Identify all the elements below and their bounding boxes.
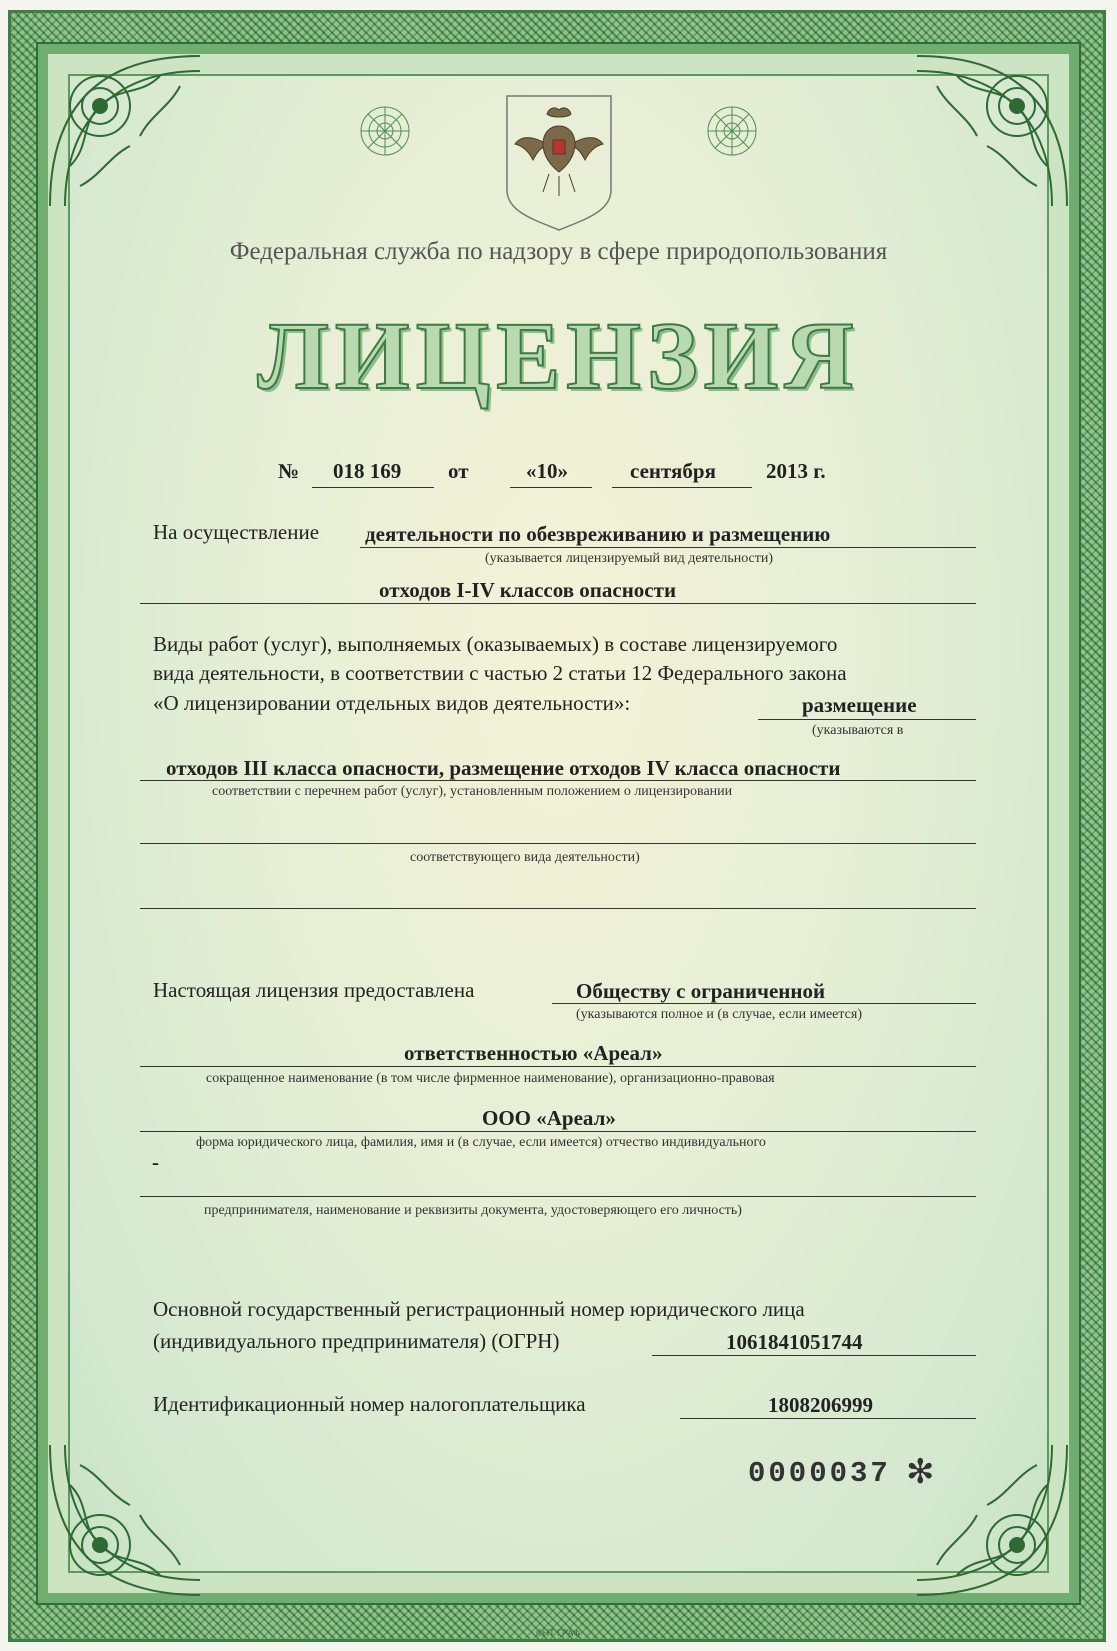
works-value-line1: размещение (802, 693, 917, 717)
works-hint-2: соответствии с перечнем работ (услуг), установленным положением о лицензировании (212, 784, 733, 799)
works-hint-1: (указываются в (812, 723, 904, 738)
inn-label: Идентификационный номер налогоплательщика (153, 1392, 586, 1416)
licensee-underline-2 (140, 1066, 976, 1067)
activity-underline-2 (140, 603, 976, 604)
licensee-dash: - (152, 1150, 159, 1174)
licensee-value-line2: ответственностью «Ареал» (404, 1041, 663, 1065)
works-text-line3: «О лицензировании отдельных видов деятельности»: (153, 691, 631, 715)
number-sign: № (278, 459, 300, 483)
works-underline-4 (140, 908, 976, 909)
printer-mark: ©НТ ГРАФ (536, 1628, 580, 1638)
works-value-line2: отходов III класса опасности, размещение отходов IV класса опасности (166, 756, 841, 780)
activity-value-line1: деятельности по обезвреживанию и размещению (365, 522, 831, 546)
inn-underline (680, 1418, 976, 1419)
rosette-icon (358, 104, 412, 158)
license-day: «10» (526, 459, 568, 483)
activity-value-line2: отходов I-IV классов опасности (379, 578, 677, 602)
licensee-underline-4 (140, 1196, 976, 1197)
works-underline-1 (758, 719, 976, 720)
licensee-underline-3 (140, 1131, 976, 1132)
activity-label: На осуществление (153, 520, 320, 544)
works-underline-3 (140, 843, 976, 844)
corner-ornament-icon (40, 1435, 210, 1605)
works-hint-3: соответствующего вида деятельности) (410, 850, 640, 865)
license-number: 018 169 (333, 459, 402, 483)
month-underline (612, 487, 752, 488)
licensee-value-line3: ООО «Ареал» (482, 1106, 616, 1130)
licensee-label: Настоящая лицензия предоставлена (153, 978, 475, 1002)
rosette-icon (705, 104, 759, 158)
licensee-underline-1 (552, 1003, 976, 1004)
ogrn-underline (652, 1355, 976, 1356)
activity-hint: (указывается лицензируемый вид деятельности) (485, 551, 774, 566)
ogrn-label-line2: (индивидуального предпринимателя) (ОГРН) (153, 1329, 560, 1353)
licensee-value-line1: Обществу с ограниченной (576, 979, 826, 1003)
license-month: сентября (630, 459, 716, 483)
licensee-hint-2: сокращенное наименование (в том числе фирменное наименование), организационно-правовая (206, 1071, 775, 1086)
serial-mark-icon: ✻ (906, 1454, 935, 1491)
coat-of-arms-icon (503, 92, 615, 232)
licensee-hint-1: (указываются полное и (в случае, если имеется) (576, 1007, 863, 1022)
number-underline (312, 487, 434, 488)
activity-underline-1 (360, 547, 976, 548)
ogrn-value: 1061841051744 (726, 1330, 863, 1354)
document-title: ЛИЦЕНЗИЯ (257, 302, 860, 409)
license-year: 2013 г. (766, 459, 826, 483)
works-underline-2 (140, 780, 976, 781)
works-text-line2: вида деятельности, в соответствии с частью 2 статьи 12 Федерального закона (153, 661, 847, 685)
licensee-hint-4: предпринимателя, наименование и реквизиты документа, удостоверяющего его личность) (204, 1203, 742, 1218)
date-from-label: от (448, 459, 469, 483)
corner-ornament-icon (907, 46, 1077, 216)
issuing-agency: Федеральная служба по надзору в сфере природопользования (229, 238, 888, 265)
inn-value: 1808206999 (768, 1393, 873, 1417)
works-text-line1: Виды работ (услуг), выполняемых (оказываемых) в составе лицензируемого (153, 632, 838, 656)
form-serial-number: 0000037 (748, 1457, 891, 1490)
ogrn-label-line1: Основной государственный регистрационный номер юридического лица (153, 1297, 805, 1321)
corner-ornament-icon (40, 46, 210, 216)
day-underline (510, 487, 592, 488)
licensee-hint-3: форма юридического лица, фамилия, имя и (в случае, если имеется) отчество индивидуального (196, 1135, 766, 1150)
